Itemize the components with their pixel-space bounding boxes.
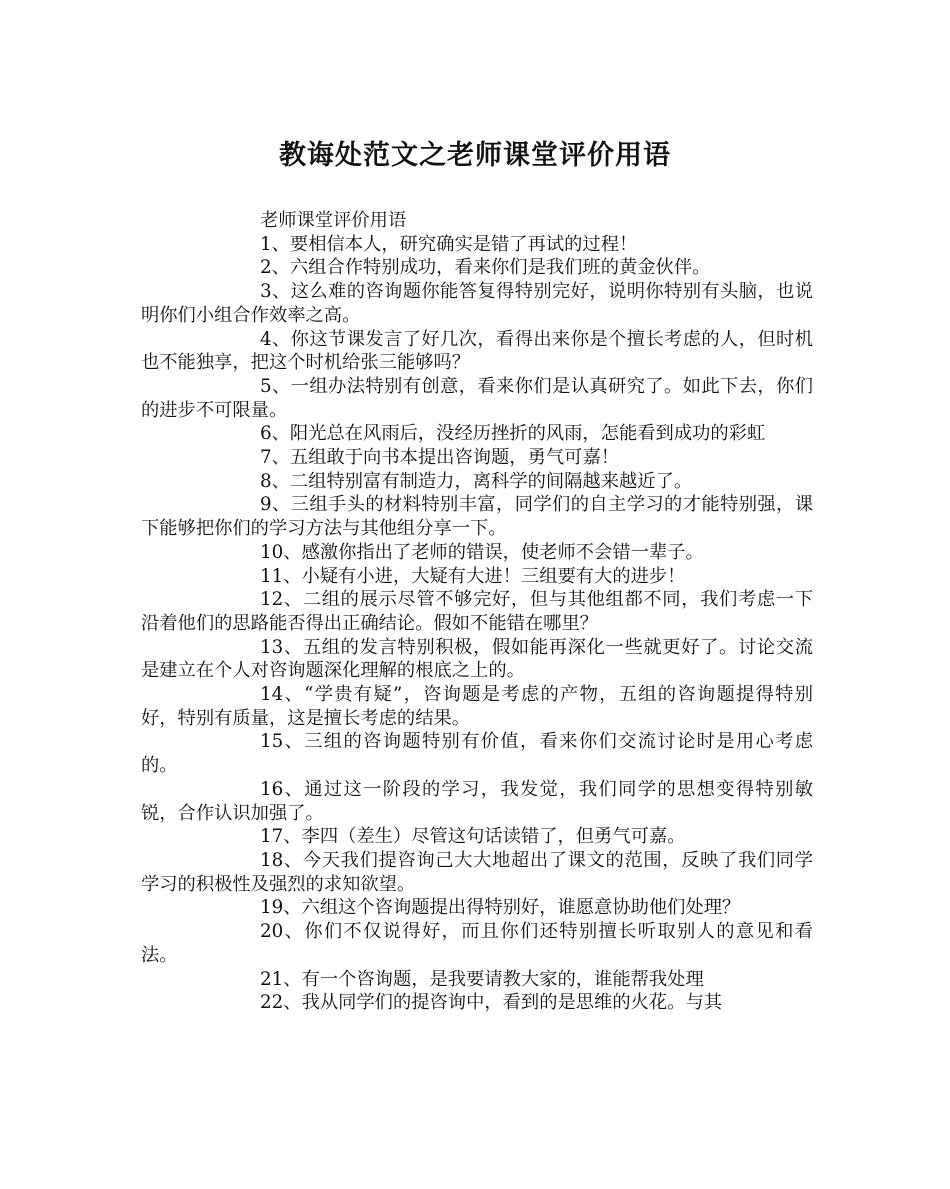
paragraph: 21、有一个咨询题，是我要请教大家的，谁能帮我处理	[260, 968, 704, 990]
paragraph: 16、通过这一阶段的学习，我发觉，我们同学的思想变得特别敏锐，合作认识加强了。	[141, 778, 813, 824]
paragraph: 15、三组的咨询题特别有价值，看来你们交流讨论时是用心考虑的。	[141, 731, 813, 777]
paragraph: 5、一组办法特别有创意，看来你们是认真研究了。如此下去，你们的进步不可限量。	[141, 375, 813, 421]
paragraph: 14、“学贵有疑”，咨询题是考虑的产物，五组的咨询题提得特别好，特别有质量，这是擅长考虑的结果。	[141, 684, 813, 729]
paragraph: 8、二组特别富有制造力，离科学的间隔越来越近了。	[260, 470, 693, 492]
paragraph-heading: 老师课堂评价用语	[260, 210, 407, 231]
paragraph: 11、小疑有小进，大疑有大进！三组要有大的进步！	[260, 565, 686, 587]
document-title: 教诲处范文之老师课堂评价用语	[279, 140, 671, 171]
paragraph: 13、五组的发言特别积极，假如能再深化一些就更好了。讨论交流是建立在个人对咨询题深化理解的根底之上的。	[141, 636, 813, 682]
paragraph: 6、阳光总在风雨后，没经历挫折的风雨，怎能看到成功的彩虹	[260, 423, 766, 445]
paragraph: 3、这么难的咨询题你能答复得特别完好，说明你特别有头脑，也说明你们小组合作效率之高。	[141, 281, 813, 326]
paragraph: 19、六组这个咨询题提出得特别好，谁愿意协助他们处理？	[260, 897, 741, 919]
paragraph: 22、我从同学们的提咨询中，看到的是思维的火花。与其	[260, 992, 723, 1014]
paragraph: 10、感激你指出了老师的错误，使老师不会错一辈子。	[260, 541, 704, 563]
paragraph: 18、今天我们提咨询己大大地超出了课文的范围，反映了我们同学学习的积极性及强烈的求知欲望。	[141, 849, 813, 895]
paragraph: 17、李四（差生）尽管这句话读错了，但勇气可嘉。	[260, 826, 686, 848]
paragraph: 9、三组手头的材料特别丰富，同学们的自主学习的才能特别强，课下能够把你们的学习方法与其他组分享一下。	[141, 494, 813, 540]
paragraph: 12、二组的展示尽管不够完好，但与其他组都不同，我们考虑一下沿着他们的思路能否得出正确结论。假如不能错在哪里？	[141, 589, 813, 634]
paragraph: 20、你们不仅说得好，而且你们还特别擅长听取别人的意见和看法。	[141, 921, 813, 966]
document-body	[141, 209, 813, 1015]
paragraph: 7、五组敢于向书本提出咨询题，勇气可嘉！	[260, 447, 619, 469]
paragraph: 4、你这节课发言了好几次，看得出来你是个擅长考虑的人，但时机也不能独享，把这个时机给张三能够吗？	[141, 328, 813, 374]
paragraph: 1、要相信本人，研究确实是错了再试的过程！	[260, 233, 638, 255]
paragraph: 2、六组合作特别成功，看来你们是我们班的黄金伙伴。	[260, 257, 711, 279]
